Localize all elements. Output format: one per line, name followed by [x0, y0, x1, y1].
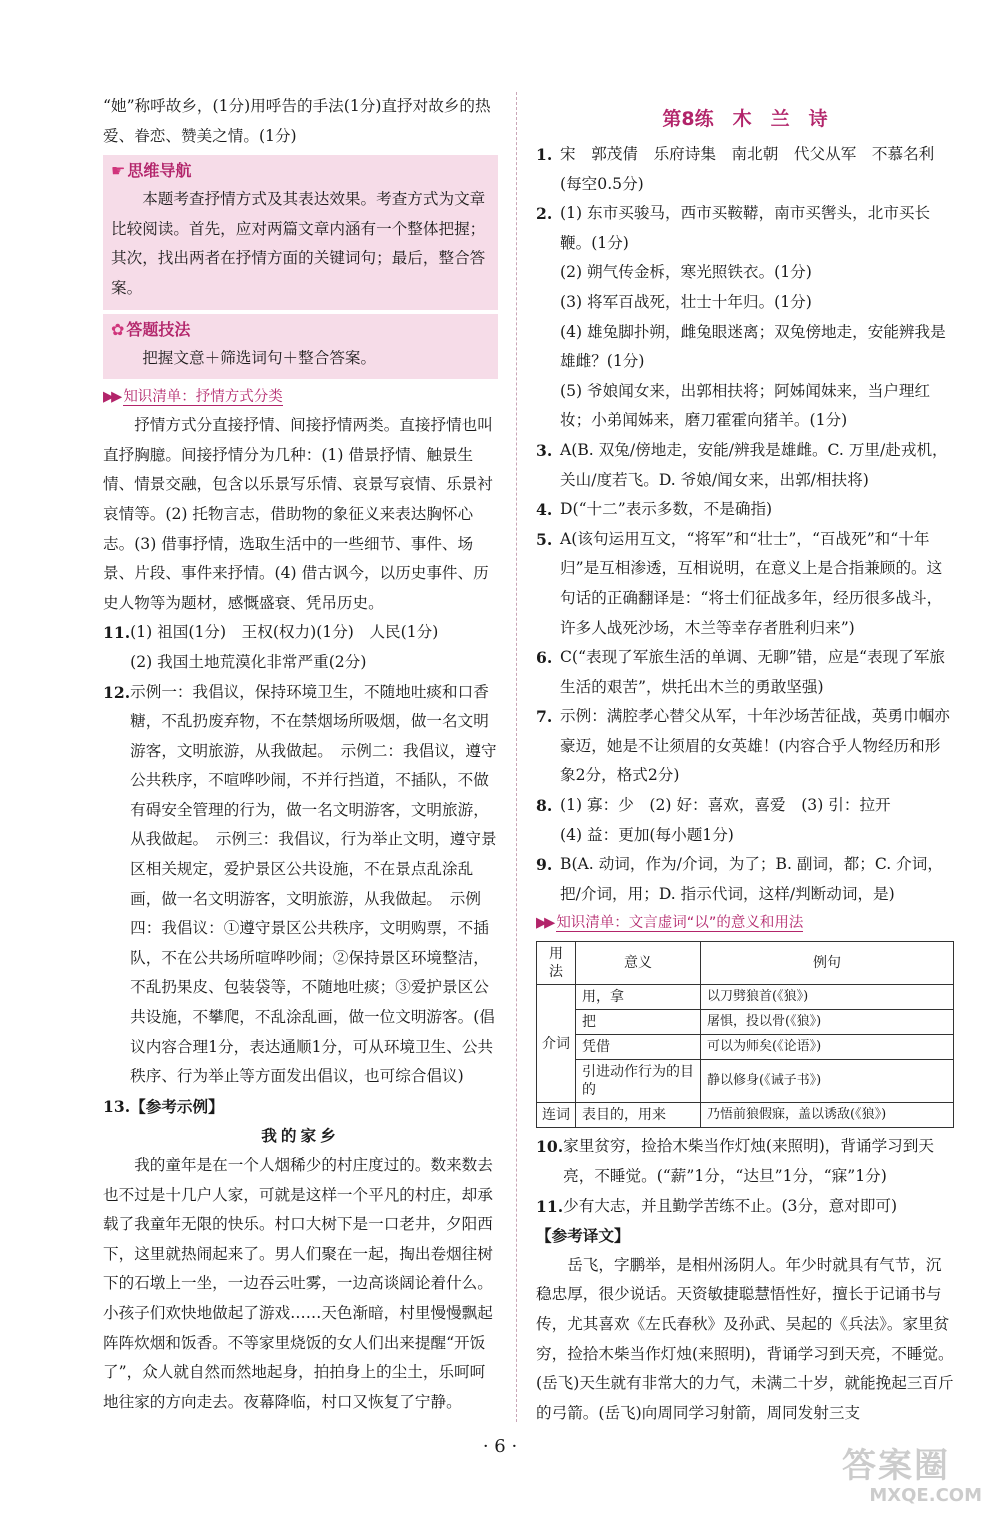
meaning-cell: 把	[576, 1010, 701, 1035]
translation-label: 【参考译文】	[536, 1226, 630, 1246]
answer-technique-box	[103, 314, 498, 380]
table-row	[537, 1060, 954, 1103]
answer-line: (5) 爷娘闻女来，出郭相扶将；阿姊闻妹来，当户理红妆；小弟闻姊来，磨刀霍霍向猪羊。(1分)	[560, 381, 931, 430]
section-title: 第8练 木 兰 诗	[662, 108, 828, 130]
example-cell: 以刀劈狼首(《狼》)	[701, 985, 954, 1010]
translation-text: 岳飞，字鹏举，是相州汤阴人。年少时就具有气节，沉稳忠厚，很少说话。天资敏捷聪慧悟性好，擅长于记诵书与传，尤其喜欢《左氏春秋》及孙武、吴起的《兵法》。家里贫穷，捡拾木柴当作灯烛(来照明)，背诵学习到天亮，不睡觉。(岳飞)天生就有非常大的力气，未满二十岁，就能挽起三百斤的弓箭。(岳飞)向周同学习射箭，周同发射三支	[536, 1255, 954, 1422]
answer-line: 宋 郭茂倩 乐府诗集 南北朝 代父从军 不慕名利(每空0.5分)	[560, 145, 935, 193]
question-number: 11.	[103, 623, 131, 643]
answer-technique-title: 答题技法	[126, 319, 191, 339]
answer-line: (1) 东市买骏马，西市买鞍鞯，南市买辔头，北市买长鞭。(1分)	[560, 204, 931, 252]
gear-flower-icon: ✿	[111, 319, 125, 339]
answer-line: (2) 朔气传金柝，寒光照铁衣。(1分)	[560, 263, 812, 282]
example-cell: 乃悟前狼假寐，盖以诱敌(《狼》)	[701, 1103, 954, 1128]
column-divider	[516, 92, 517, 1422]
answer-line: (4) 益：更加(每小题1分)	[560, 825, 734, 844]
table-row	[537, 1103, 954, 1128]
example-cell: 静以修身(《诫子书》)	[701, 1060, 954, 1103]
answer-item	[536, 525, 954, 643]
question-number: 2.	[536, 204, 553, 224]
answer-line: (3) 将军百战死，壮士十年归。(1分)	[560, 292, 812, 311]
thinking-guide-text: 本题考查抒情方式及其表达效果。考查方式为文章比较阅读。首先，应对两篇文章内涵有一个整体把握；其次，找出两者在抒情方面的关键词句；最后，整合答案。	[111, 190, 486, 297]
meaning-cell: 表目的，用来	[576, 1103, 701, 1128]
knowledge-text: 抒情方式分直接抒情、间接抒情两类。直接抒情也叫直抒胸臆。间接抒情分为几种：(1) 借景抒情、触景生情、情景交融，包含以乐景写乐情、哀景写哀情、乐景衬哀情等。(2) 托物言志，借助物的象征义来表达胸怀心志。(3) 借事抒情，选取生活中的一些细节、事件、场景、片段、事件来抒情。(4) 借古讽今，以历史事件、历史人物等为题材，感慨盛衰、凭吊历史。	[103, 416, 493, 612]
answer-item	[536, 1132, 954, 1191]
knowledge-heading-2	[536, 909, 954, 937]
thinking-guide-box	[103, 155, 498, 309]
question-number: 13.	[103, 1096, 131, 1116]
usage-table	[536, 941, 954, 1128]
question-number: 9.	[536, 855, 553, 875]
usage-cell: 介词	[537, 985, 576, 1103]
question-11	[103, 618, 498, 677]
example-cell: 可以为师矣(《论语》)	[701, 1035, 954, 1060]
answer-technique-heading	[111, 316, 490, 344]
watermark-logo	[842, 1446, 982, 1512]
double-arrow-icon: ▶▶	[103, 389, 120, 406]
answer-line: (4) 雄兔脚扑朔，雌兔眼迷离；双兔傍地走，安能辨我是雄雌？(1分)	[560, 322, 946, 371]
question-number: 10.	[536, 1137, 564, 1157]
question-number: 6.	[536, 648, 553, 668]
question-number: 1.	[536, 145, 553, 164]
answer-line: 少有大志，并且勤学苦练不止。(3分，意对即可)	[563, 1196, 898, 1215]
thinking-guide-title: 思维导航	[127, 161, 192, 181]
table-row	[537, 1035, 954, 1060]
answer-line: C(“表现了军旅生活的单调、无聊”错，应是“表现了军旅生活的艰苦”，烘托出木兰的勇敢坚强)	[560, 648, 945, 696]
answer-item	[536, 850, 954, 909]
answer-technique-text: 把握文意＋筛选词句＋整合答案。	[142, 348, 377, 367]
answer-item	[536, 495, 954, 525]
answer-item	[536, 1192, 954, 1222]
meaning-cell: 用，拿	[576, 985, 701, 1010]
double-arrow-icon: ▶▶	[536, 915, 553, 932]
answer-line: A(该句运用互文，“将军”和“壮士”，“百战死”和“十年归”是互相渗透，互相说明，在意义上是合指兼顾的。这句话的正确翻译是：“将士们征战多年，经历很多战斗，许多人战死沙场，木兰等幸存者胜利归来”)	[560, 529, 943, 637]
answer-list-2	[536, 1132, 954, 1221]
question-number: 7.	[536, 707, 553, 727]
question-number: 3.	[536, 440, 553, 460]
reference-example-label: 【参考示例】	[130, 1096, 224, 1116]
question-number: 8.	[536, 796, 553, 816]
knowledge-title-2: 知识清单：文言虚词“以”的意义和用法	[556, 915, 804, 932]
question-12	[103, 678, 498, 1092]
example-cell: 屠惧，投以骨(《狼》)	[701, 1010, 954, 1035]
answer-text: 示例一：我倡议，保持环境卫生，不随地吐痰和口香糖，不乱扔废弃物，不在禁烟场所吸烟，做一名文明游客，文明旅游，从我做起。 示例二：我倡议，遵守公共秩序，不喧哗吵闹，不并行挡道，不插队，不做有碍安全管理的行为，做一名文明游客，文明旅游，从我做起。 示例三：我倡议，行为举止文明，遵守景区相关规定，爱护景区公共设施，不在景点乱涂乱画，做一名文明游客，文明旅游，从我做起。 示例四：我倡议：①遵守景区公共秩序，文明购票，不插队，不在公共场所喧哗吵闹；②保持景区环境整洁，不乱扔果皮、包装袋等，不随地吐痰；③爱护景区公共设施，不攀爬，不乱涂乱画，做一位文明游客。(倡议内容合理1分，表达通顺1分，可从环境卫生、公共秩序、行为举止等方面发出倡议，也可综合倡议)	[130, 682, 497, 1086]
essay-title: 我的家乡	[261, 1126, 340, 1146]
meaning-cell: 引进动作行为的目的	[576, 1060, 701, 1103]
answer-item	[536, 199, 954, 436]
table-header-row	[537, 942, 954, 985]
intro-text: “她”称呼故乡，(1分)用呼告的手法(1分)直抒对故乡的热爱、眷恋、赞美之情。(1分)	[103, 97, 491, 145]
answer-line: (1) 祖国(1分) 王权(权力)(1分) 人民(1分)	[130, 623, 439, 642]
answer-item	[536, 791, 954, 850]
left-column	[103, 92, 498, 1417]
page-number: · 6 ·	[482, 1436, 518, 1457]
pointing-hand-icon: ☛	[111, 161, 126, 181]
table-row	[537, 1010, 954, 1035]
essay-text: 我的童年是在一个人烟稀少的村庄度过的。数来数去也不过是十几户人家，可就是这样一个平凡的村庄，却承载了我童年无限的快乐。村口大树下是一口老井，夕阳西下，这里就热闹起来了。男人们聚在一起，掏出卷烟往树下的石墩上一坐，一边吞云吐雾，一边高谈阔论着什么。小孩子们欢快地做起了游戏……天色渐暗，村里慢慢飘起阵阵炊烟和饭香。不等家里烧饭的女人们出来提醒“开饭了”，众人就自然而然地起身，拍拍身上的尘土，乐呵呵地往家的方向走去。夜幕降临，村口又恢复了宁静。	[103, 1156, 493, 1411]
answer-item	[536, 436, 954, 495]
watermark-url: MXQE.COM	[869, 1485, 982, 1506]
table-header: 例句	[701, 942, 954, 985]
answer-line: (2) 我国土地荒漠化非常严重(2分)	[130, 652, 367, 671]
answer-item	[536, 140, 954, 199]
knowledge-heading	[103, 383, 498, 411]
answer-line: B(A. 动词，作为/介词，为了；B. 副词，都；C. 介词，把/介词，用；D. 指示代词，这样/判断动词，是)	[560, 855, 943, 903]
meaning-cell: 凭借	[576, 1035, 701, 1060]
answer-line: A(B. 双兔/傍地走，安能/辨我是雄雌。C. 万里/赴戎机，关山/度若飞。D. 爷娘/闻女来，出郭/相扶将)	[560, 440, 948, 489]
table-row	[537, 985, 954, 1010]
answer-line: 示例：满腔孝心替父从军，十年沙场苦征战，英勇巾帼亦豪迈，她是不让须眉的女英雄！(内容合乎人物经历和形象2分，格式2分)	[560, 707, 950, 785]
answer-line: (1) 寡：少 (2) 好：喜欢，喜爱 (3) 引：拉开	[560, 796, 891, 815]
usage-cell: 连词	[537, 1103, 576, 1128]
answer-item	[536, 643, 954, 702]
question-number: 12.	[103, 682, 131, 702]
question-number: 11.	[536, 1196, 564, 1216]
answer-item	[536, 702, 954, 791]
question-number: 4.	[536, 500, 553, 520]
knowledge-title: 知识清单：抒情方式分类	[123, 389, 283, 406]
right-column	[536, 92, 954, 1428]
answer-list	[536, 140, 954, 909]
question-13	[103, 1092, 498, 1122]
thinking-guide-heading	[111, 157, 490, 185]
table-header: 用法	[537, 942, 576, 985]
answer-line: D(“十二”表示多数，不是确指)	[560, 500, 773, 519]
question-number: 5.	[536, 529, 553, 549]
table-header: 意义	[576, 942, 701, 985]
watermark-text: 答案圈	[842, 1446, 950, 1486]
answer-line: 家里贫穷，捡拾木柴当作灯烛(来照明)，背诵学习到天亮，不睡觉。(“薪”1分，“达旦”1分，“寐”1分)	[563, 1137, 934, 1186]
